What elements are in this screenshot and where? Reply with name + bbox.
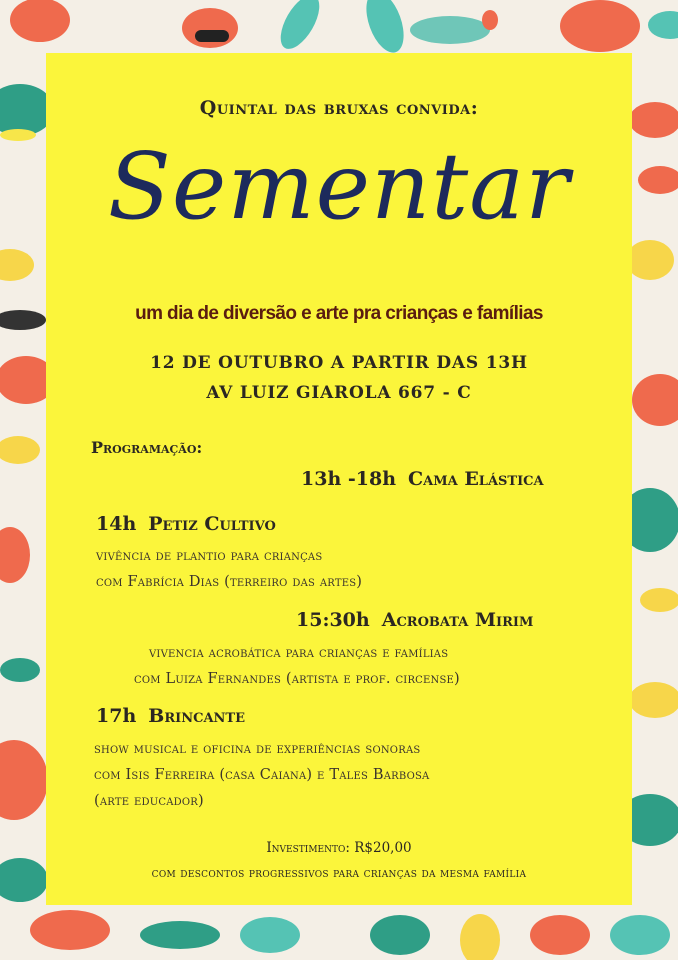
event-title: Sementar xyxy=(107,133,571,240)
poster-panel xyxy=(46,53,632,905)
event-description: show musical e oficina de experiências sonoras xyxy=(94,741,421,757)
event-name: Brincante xyxy=(148,705,245,727)
event-address: AV LUIZ GIAROLA 667 - C xyxy=(206,383,472,403)
event-name: Cama Elástica xyxy=(408,468,544,490)
event-description: com Fabrícia Dias (terreiro das artes) xyxy=(96,574,363,590)
event-time: 17h xyxy=(96,705,137,727)
event-description: com Isis Ferreira (casa Caiana) e Tales Barbosa xyxy=(94,767,430,783)
event-name: Acrobata Mirim xyxy=(381,609,534,631)
event-date: 12 DE OUTUBRO A PARTIR DAS 13H xyxy=(150,353,528,373)
investment-text: Investimento: R$20,00 xyxy=(266,840,412,856)
event-name: Petiz Cultivo xyxy=(148,513,276,535)
program-event xyxy=(296,609,533,631)
event-time: 15:30h xyxy=(296,609,370,631)
program-event xyxy=(96,705,245,727)
program-label: Programação: xyxy=(91,438,203,457)
event-time: 14h xyxy=(96,513,137,535)
event-time: 13h -18h xyxy=(301,468,397,490)
event-description: vivência de plantio para crianças xyxy=(96,548,323,564)
event-description: (arte educador) xyxy=(94,793,204,809)
program-event xyxy=(96,513,276,535)
program-event xyxy=(301,468,544,490)
invite-heading: Quintal das bruxas convida: xyxy=(199,97,479,119)
event-description: com Luiza Fernandes (artista e prof. circense) xyxy=(134,671,460,687)
event-tagline: um dia de diversão e arte pra crianças e famílias xyxy=(135,303,543,324)
event-description: vivencia acrobática para crianças e famílias xyxy=(149,645,449,661)
discount-text: com descontos progressivos para crianças da mesma família xyxy=(151,865,527,880)
